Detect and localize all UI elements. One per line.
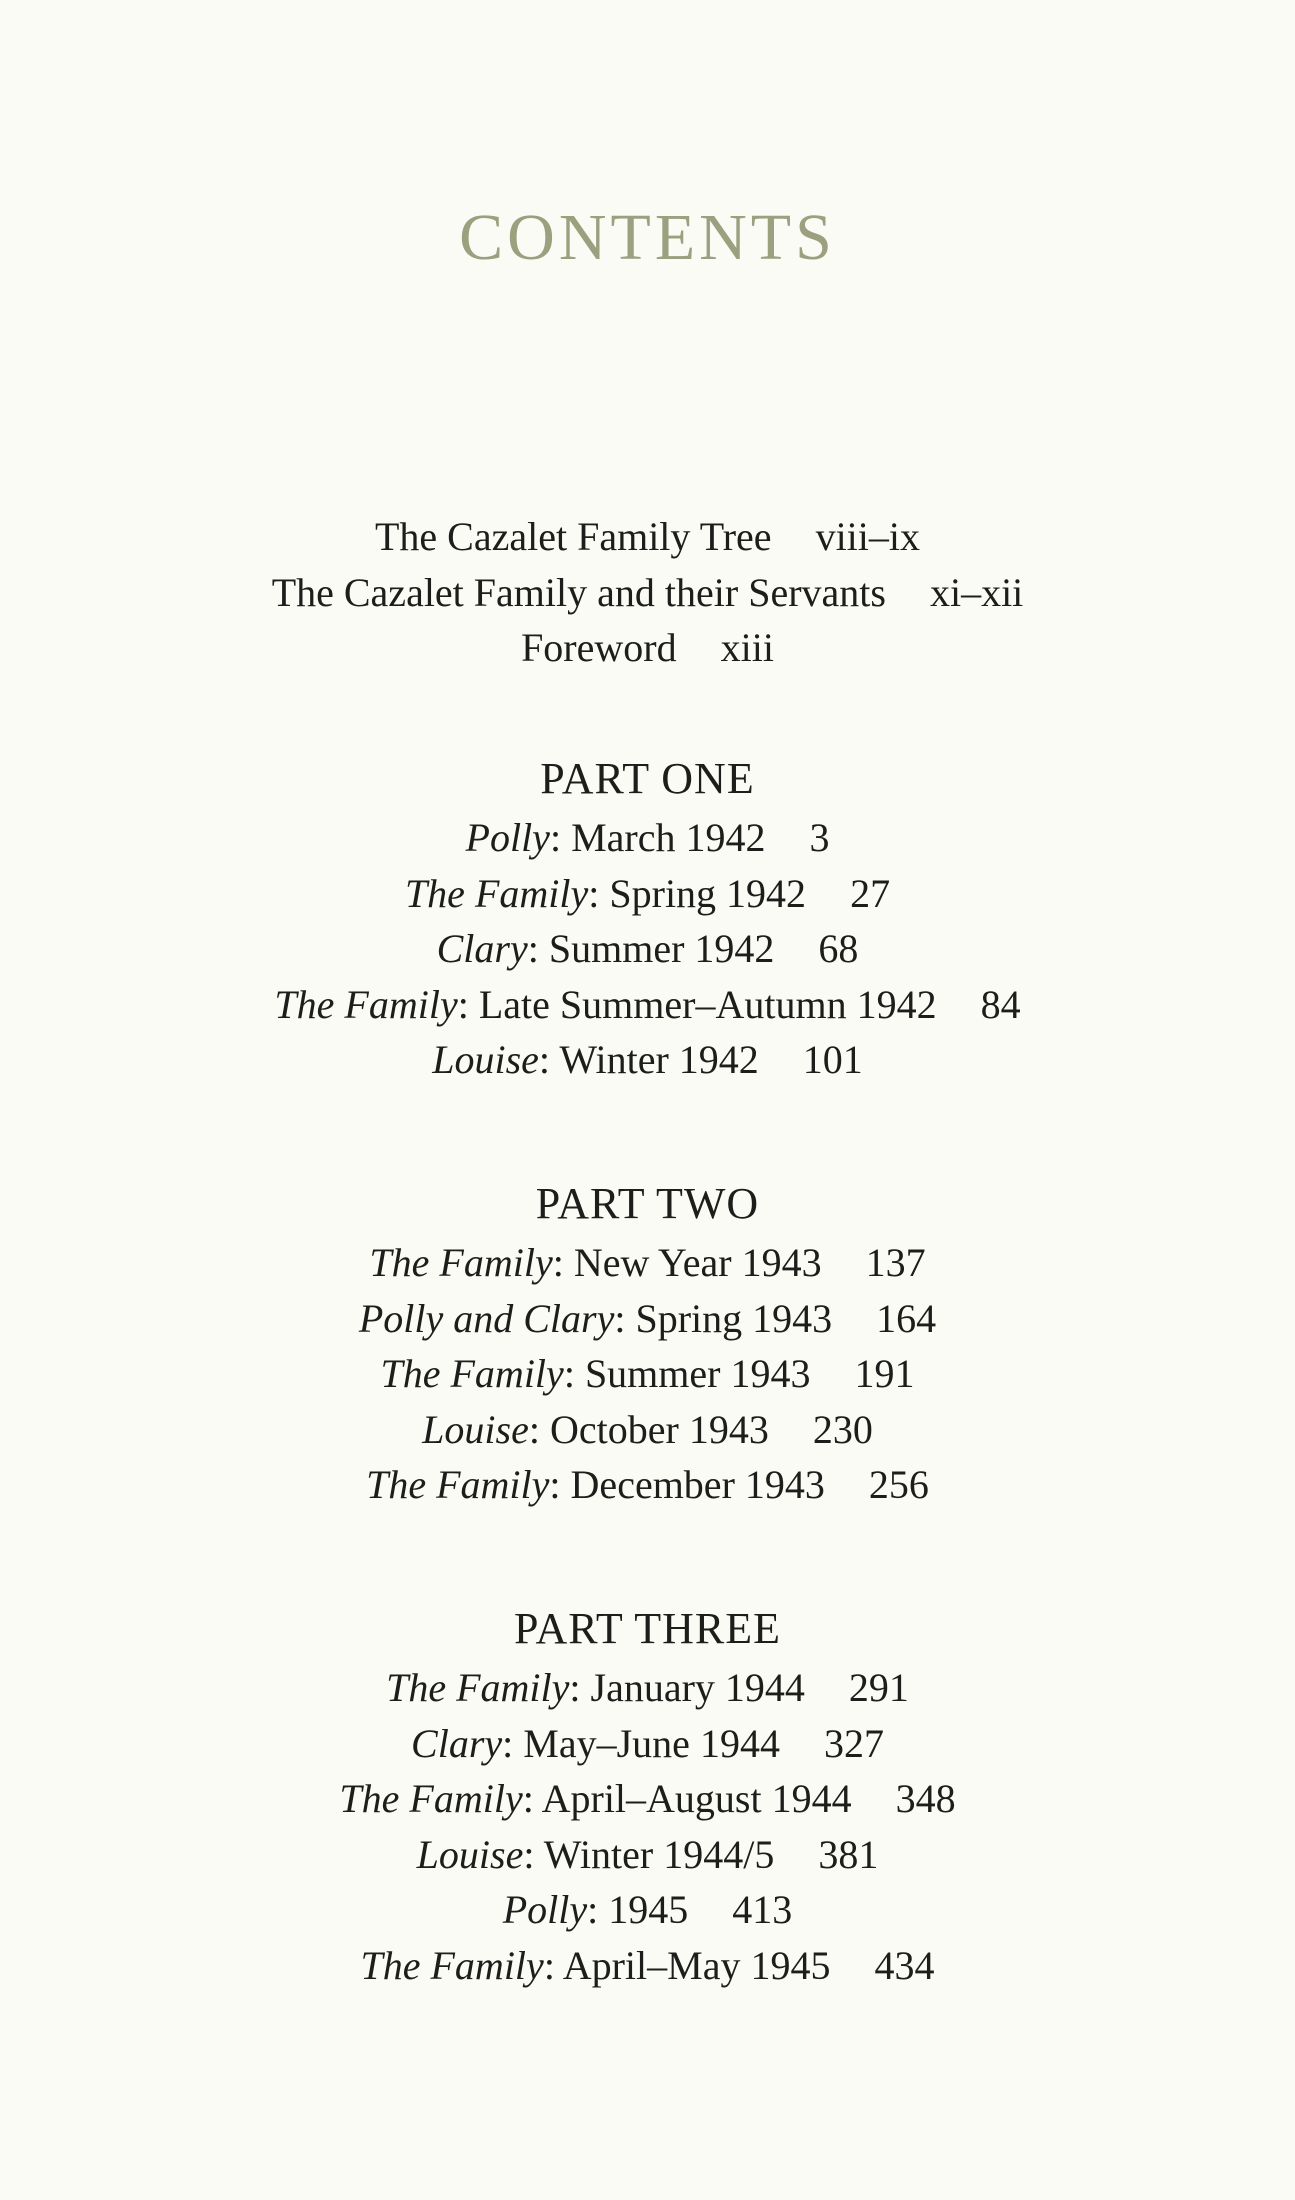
page-number: 230 [812,1406,873,1452]
chapter-period: October 1943 [549,1406,769,1452]
chapter-period: April–May 1945 [562,1942,831,1988]
page-number: 327 [823,1720,884,1766]
entry-title: The Cazalet Family Tree [374,514,772,559]
chapter-period: New Year 1943 [573,1240,822,1285]
chapter-period: Winter 1942 [559,1037,759,1082]
chapter-narrator: The Family [386,1665,570,1710]
entry-title: Foreword [521,625,677,670]
chapter-period: March 1942 [571,815,766,860]
page-title: CONTENTS [459,201,836,274]
page-number: 381 [818,1831,879,1877]
chapter-narrator: Polly and Clary [358,1295,615,1341]
chapter-narrator: Clary [436,926,528,971]
front-matter-entry [0,509,1295,565]
chapter-period: Winter 1944/5 [543,1831,775,1877]
part-three-section [0,1598,1295,1993]
part-heading: PART ONE [540,754,755,803]
chapter-narrator: Polly [465,815,550,860]
page-number: 137 [865,1240,926,1285]
page-number: 291 [848,1665,909,1710]
chapter-period: Summer 1942 [548,926,775,971]
chapter-period: Summer 1943 [584,1351,811,1396]
part-one-section [0,748,1295,1088]
chapter-entry: The Family: January 1944 291 [0,1660,1295,1716]
chapter-entry: Clary: May–June 1944 327 [0,1716,1295,1772]
entry-title: The Cazalet Family and their Servants [271,569,886,615]
chapter-entry: Polly: March 1942 3 [0,810,1295,866]
page-number: 68 [818,926,859,971]
chapter-narrator: The Family [274,981,458,1027]
chapter-entry: Louise: Winter 1944/5 381 [0,1827,1295,1883]
chapter-entry: The Family: April–May 1945 434 [0,1938,1295,1994]
chapter-narrator: The Family [404,870,589,916]
page-number: xi–xii [929,569,1024,615]
chapter-narrator: Louise [422,1406,529,1452]
chapter-entry: Louise: October 1943 230 [0,1402,1295,1458]
chapter-period: December 1943 [570,1462,825,1507]
chapter-entry: Louise: Winter 1942 101 [0,1032,1295,1088]
chapter-narrator: The Family [369,1240,553,1285]
page-number: 348 [895,1776,956,1821]
chapter-period: January 1944 [590,1665,805,1710]
chapter-narrator: The Family [339,1776,523,1821]
chapter-entry: Polly and Clary: Spring 1943 164 [0,1291,1295,1347]
front-matter-list [0,509,1295,676]
front-matter-entry [0,620,1295,676]
page-number: xiii [720,625,774,670]
chapter-entry: The Family: Summer 1943 191 [0,1346,1295,1402]
page-number: 27 [850,870,891,916]
chapter-period: 1945 [608,1887,689,1932]
page-number: 413 [732,1887,793,1932]
part-two-section [0,1173,1295,1513]
page-number: 256 [868,1462,929,1507]
chapter-entry: The Family: December 1943 256 [0,1457,1295,1513]
page-number: 164 [876,1295,937,1341]
chapter-entry: The Family: Late Summer–Autumn 1942 84 [0,977,1295,1033]
part-heading: PART TWO [535,1179,760,1228]
chapter-entry: The Family: April–August 1944 348 [0,1771,1295,1827]
chapter-narrator: Clary [411,1720,503,1766]
page-number: 84 [980,981,1021,1027]
chapter-narrator: Louise [432,1037,539,1082]
chapter-narrator: The Family [380,1351,564,1396]
page-number: 434 [874,1942,935,1988]
page-number: viii–ix [815,514,921,559]
chapter-entry: Clary: Summer 1942 68 [0,921,1295,977]
chapter-period: Late Summer–Autumn 1942 [478,981,937,1027]
chapter-entry: The Family: Spring 1942 27 [0,866,1295,922]
chapter-entry: Polly: 1945 413 [0,1882,1295,1938]
chapter-narrator: Louise [416,1831,524,1877]
chapter-entry: The Family: New Year 1943 137 [0,1235,1295,1291]
chapter-period: April–August 1944 [541,1776,852,1821]
chapter-period: Spring 1942 [609,870,807,916]
chapter-narrator: Polly [502,1887,588,1932]
page-number: 101 [802,1037,863,1082]
chapter-period: May–June 1944 [523,1720,780,1766]
front-matter-entry [0,565,1295,621]
chapter-period: Spring 1943 [635,1295,833,1341]
page-number: 3 [809,815,830,860]
page-number: 191 [854,1351,915,1396]
chapter-narrator: The Family [366,1462,550,1507]
chapter-narrator: The Family [360,1942,544,1988]
part-heading: PART THREE [514,1604,781,1653]
